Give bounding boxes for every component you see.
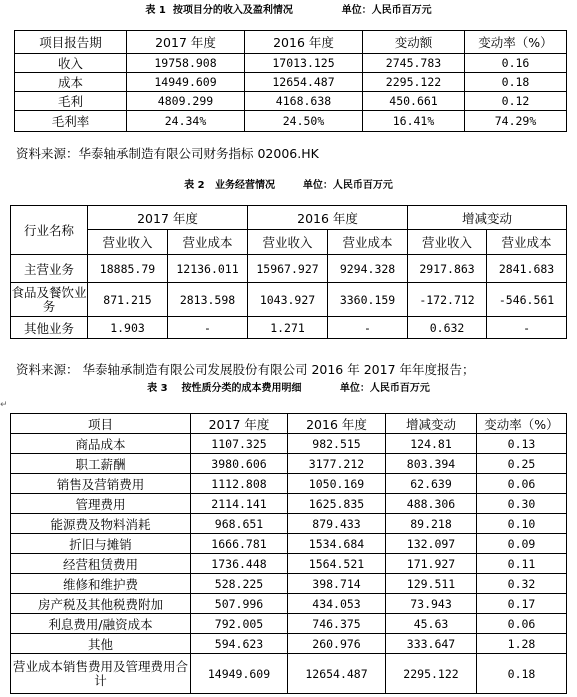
cell: 398.714 bbox=[288, 574, 386, 594]
table-row bbox=[11, 614, 567, 634]
cell: 450.661 bbox=[363, 92, 465, 111]
table-row bbox=[15, 54, 567, 73]
cell: 0.13 bbox=[477, 434, 567, 454]
cell: 871.215 bbox=[88, 283, 168, 317]
subheader-cell: 营业收入 bbox=[248, 230, 328, 255]
table3-caption: 表 3 按性质分类的成本费用明细 单位：人民币百万元 bbox=[147, 383, 430, 394]
row-label: 能源费及物料消耗 bbox=[11, 514, 191, 534]
cell: 2295.122 bbox=[386, 654, 477, 694]
cell: 0.30 bbox=[477, 494, 567, 514]
cell: 0.10 bbox=[477, 514, 567, 534]
cell: 434.053 bbox=[288, 594, 386, 614]
cell: 2813.598 bbox=[168, 283, 248, 317]
row-label: 销售及营销费用 bbox=[11, 474, 191, 494]
subheader-cell: 营业成本 bbox=[328, 230, 408, 255]
header-cell: 项目报告期 bbox=[15, 31, 127, 54]
cell: 3177.212 bbox=[288, 454, 386, 474]
cell: 2295.122 bbox=[363, 73, 465, 92]
table-row bbox=[11, 474, 567, 494]
row-label: 食品及餐饮业务 bbox=[11, 283, 88, 317]
cell: 129.511 bbox=[386, 574, 477, 594]
cell: 0.09 bbox=[477, 534, 567, 554]
table-subheader-row bbox=[11, 230, 567, 255]
cost-breakdown-table bbox=[10, 413, 567, 694]
cell: - bbox=[487, 317, 567, 339]
cell: 18885.79 bbox=[88, 255, 168, 283]
cell: 594.623 bbox=[191, 634, 288, 654]
row-label: 毛利率 bbox=[15, 111, 127, 132]
cell: 14949.609 bbox=[127, 73, 245, 92]
cell: 15967.927 bbox=[248, 255, 328, 283]
cell: 132.097 bbox=[386, 534, 477, 554]
subheader-cell: 营业成本 bbox=[487, 230, 567, 255]
cell: 2745.783 bbox=[363, 54, 465, 73]
cell: 0.18 bbox=[477, 654, 567, 694]
cell: 19758.908 bbox=[127, 54, 245, 73]
cell: 0.18 bbox=[465, 73, 567, 92]
header-cell: 2016 年度 bbox=[288, 414, 386, 434]
cell: 803.394 bbox=[386, 454, 477, 474]
header-group: 增减变动 bbox=[408, 206, 567, 230]
cell: 1625.835 bbox=[288, 494, 386, 514]
cell: 1564.521 bbox=[288, 554, 386, 574]
cell: 528.225 bbox=[191, 574, 288, 594]
cell: 4809.299 bbox=[127, 92, 245, 111]
table2-caption: 表 2 业务经营情况 单位：人民币百万元 bbox=[184, 180, 393, 191]
cell: 1112.808 bbox=[191, 474, 288, 494]
cell: 45.63 bbox=[386, 614, 477, 634]
table-row bbox=[15, 92, 567, 111]
row-label: 营业成本销售费用及管理费用合计 bbox=[11, 654, 191, 694]
cell: 73.943 bbox=[386, 594, 477, 614]
table-row bbox=[11, 554, 567, 574]
table1-source: 资料来源：华泰轴承制造有限公司财务指标 02006.HK bbox=[16, 146, 319, 161]
header-cell: 2016 年度 bbox=[245, 31, 363, 54]
header-cell: 2017 年度 bbox=[191, 414, 288, 434]
cell: 0.11 bbox=[477, 554, 567, 574]
header-group: 2017 年度 bbox=[88, 206, 248, 230]
header-cell: 增减变动 bbox=[386, 414, 477, 434]
cell: 0.06 bbox=[477, 474, 567, 494]
cell: 1.903 bbox=[88, 317, 168, 339]
cell: 1.28 bbox=[477, 634, 567, 654]
header-cell: 2017 年度 bbox=[127, 31, 245, 54]
cell: 9294.328 bbox=[328, 255, 408, 283]
cell: 12654.487 bbox=[288, 654, 386, 694]
cell: 24.50% bbox=[245, 111, 363, 132]
cell: 89.218 bbox=[386, 514, 477, 534]
cell: 3980.606 bbox=[191, 454, 288, 474]
cell: 0.12 bbox=[465, 92, 567, 111]
row-label: 经营租赁费用 bbox=[11, 554, 191, 574]
row-label: 商品成本 bbox=[11, 434, 191, 454]
cell: 171.927 bbox=[386, 554, 477, 574]
cell: 2114.141 bbox=[191, 494, 288, 514]
table-row bbox=[11, 534, 567, 554]
cell: 1107.325 bbox=[191, 434, 288, 454]
cell: 17013.125 bbox=[245, 54, 363, 73]
cell: -172.712 bbox=[408, 283, 487, 317]
table-row bbox=[11, 317, 567, 339]
cell: - bbox=[328, 317, 408, 339]
cell: 0.06 bbox=[477, 614, 567, 634]
row-label: 管理费用 bbox=[11, 494, 191, 514]
cell: 74.29% bbox=[465, 111, 567, 132]
header-cell: 变动额 bbox=[363, 31, 465, 54]
income-profit-table bbox=[14, 30, 567, 132]
header-cell-industry: 行业名称 bbox=[11, 206, 88, 255]
cell: 16.41% bbox=[363, 111, 465, 132]
cell: 0.25 bbox=[477, 454, 567, 474]
header-cell: 项目 bbox=[11, 414, 191, 434]
row-label: 维修和维护费 bbox=[11, 574, 191, 594]
cell: 1736.448 bbox=[191, 554, 288, 574]
table-header-row bbox=[11, 414, 567, 434]
cell: 12654.487 bbox=[245, 73, 363, 92]
table2-source: 资料来源： 华泰轴承制造有限公司发展股份有限公司 2016 年 2017 年年度报告； bbox=[16, 362, 475, 377]
cell: 14949.609 bbox=[191, 654, 288, 694]
subheader-cell: 营业成本 bbox=[168, 230, 248, 255]
row-label: 房产税及其他税费附加 bbox=[11, 594, 191, 614]
table-row bbox=[11, 574, 567, 594]
table-row bbox=[11, 514, 567, 534]
row-label: 职工薪酬 bbox=[11, 454, 191, 474]
table-header-row bbox=[15, 31, 567, 54]
cell: 982.515 bbox=[288, 434, 386, 454]
header-cell: 变动率（%） bbox=[477, 414, 567, 434]
table-row bbox=[11, 654, 567, 694]
row-label: 折旧与摊销 bbox=[11, 534, 191, 554]
row-label: 其他 bbox=[11, 634, 191, 654]
cell: 2917.863 bbox=[408, 255, 487, 283]
cell: 0.632 bbox=[408, 317, 487, 339]
cell: 4168.638 bbox=[245, 92, 363, 111]
cell: 1.271 bbox=[248, 317, 328, 339]
cell: 0.17 bbox=[477, 594, 567, 614]
cell: 24.34% bbox=[127, 111, 245, 132]
business-operations-table bbox=[10, 205, 567, 339]
table-row bbox=[15, 73, 567, 92]
cell: 0.16 bbox=[465, 54, 567, 73]
table-row bbox=[11, 494, 567, 514]
header-cell: 变动率（%） bbox=[465, 31, 567, 54]
table-row bbox=[11, 594, 567, 614]
subheader-cell: 营业收入 bbox=[408, 230, 487, 255]
table-row bbox=[11, 255, 567, 283]
cell: 0.32 bbox=[477, 574, 567, 594]
table-row bbox=[11, 634, 567, 654]
edge-marker: ↵ bbox=[0, 400, 8, 410]
row-label: 收入 bbox=[15, 54, 127, 73]
cell: -546.561 bbox=[487, 283, 567, 317]
table-row bbox=[11, 434, 567, 454]
cell: - bbox=[168, 317, 248, 339]
cell: 62.639 bbox=[386, 474, 477, 494]
cell: 1050.169 bbox=[288, 474, 386, 494]
table-row bbox=[15, 111, 567, 132]
row-label: 利息费用/融资成本 bbox=[11, 614, 191, 634]
cell: 12136.011 bbox=[168, 255, 248, 283]
header-group: 2016 年度 bbox=[248, 206, 408, 230]
cell: 879.433 bbox=[288, 514, 386, 534]
row-label: 毛利 bbox=[15, 92, 127, 111]
cell: 2841.683 bbox=[487, 255, 567, 283]
cell: 1043.927 bbox=[248, 283, 328, 317]
cell: 968.651 bbox=[191, 514, 288, 534]
cell: 746.375 bbox=[288, 614, 386, 634]
subheader-cell: 营业收入 bbox=[88, 230, 168, 255]
row-label: 主营业务 bbox=[11, 255, 88, 283]
cell: 260.976 bbox=[288, 634, 386, 654]
cell: 488.306 bbox=[386, 494, 477, 514]
cell: 1666.781 bbox=[191, 534, 288, 554]
table-header-row bbox=[11, 206, 567, 230]
cell: 124.81 bbox=[386, 434, 477, 454]
row-label: 其他业务 bbox=[11, 317, 88, 339]
cell: 1534.684 bbox=[288, 534, 386, 554]
cell: 507.996 bbox=[191, 594, 288, 614]
row-label: 成本 bbox=[15, 73, 127, 92]
cell: 333.647 bbox=[386, 634, 477, 654]
cell: 3360.159 bbox=[328, 283, 408, 317]
table-row bbox=[11, 283, 567, 317]
table-row bbox=[11, 454, 567, 474]
table1-caption: 表 1 按项目分的收入及盈利情况 单位：人民币百万元 bbox=[145, 5, 432, 16]
cell: 792.005 bbox=[191, 614, 288, 634]
